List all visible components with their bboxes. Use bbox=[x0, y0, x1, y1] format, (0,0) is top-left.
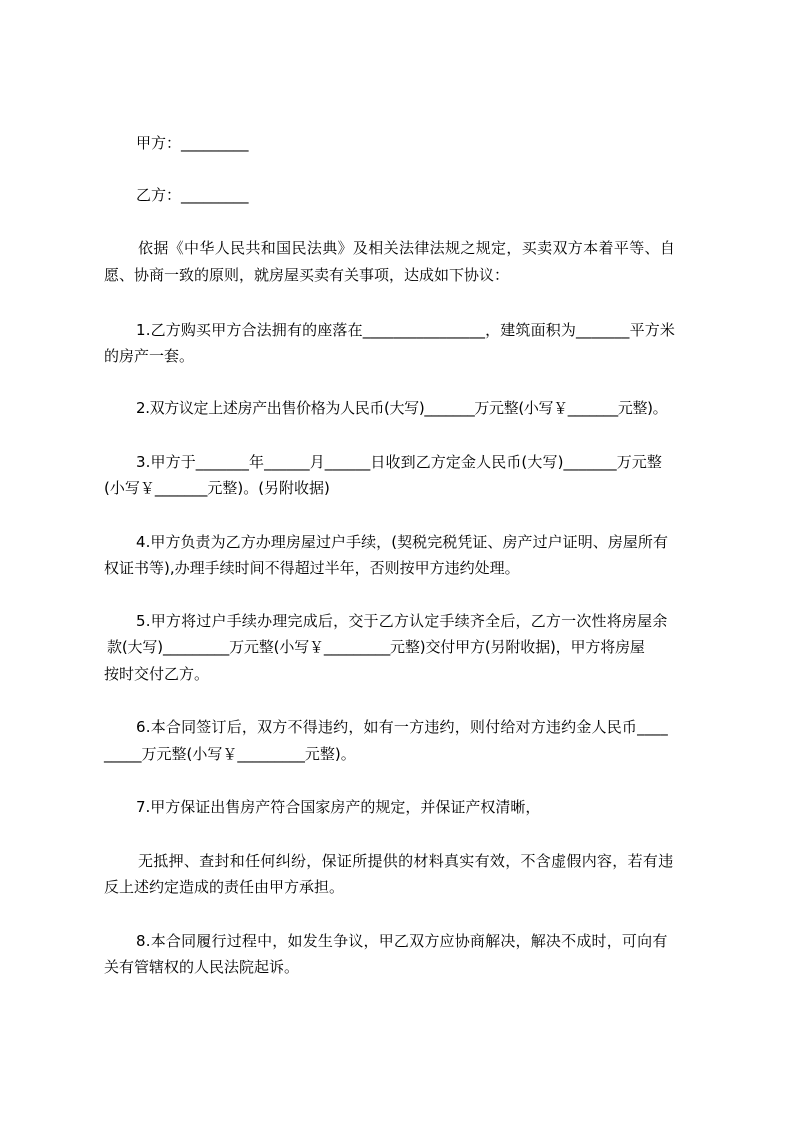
clause-6-line-2: _____万元整(小写￥_________元整)。 bbox=[104, 745, 356, 763]
preamble-line-2: 愿、协商一致的原则，就房屋买卖有关事项，达成如下协议： bbox=[104, 266, 510, 284]
clause-4-line-2: 权证书等),办理手续时间不得超过半年，否则按甲方违约处理。 bbox=[104, 559, 520, 577]
clause-7-line-1: 7.甲方保证出售房产符合国家房产的规定，并保证产权清晰， bbox=[136, 798, 541, 816]
clause-2-line-1: 2.双方议定上述房产出售价格为人民币(大写)_______万元整(小写￥_______元整)。 bbox=[136, 399, 668, 417]
clause-1-line-1: 1.乙方购买甲方合法拥有的座落在________________，建筑面积为_______平方米 bbox=[136, 321, 676, 339]
clause-8-line-1: 8.本合同履行过程中，如发生争议，甲乙双方应协商解决，解决不成时，可向有 bbox=[136, 932, 668, 950]
clause-7-cont-line-1: 无抵押、查封和任何纠纷，保证所提供的材料真实有效，不含虚假内容，若有违 bbox=[138, 852, 674, 870]
preamble-line-1: 依据《中华人民共和国民法典》及相关法律法规之规定，买卖双方本着平等、自 bbox=[138, 239, 676, 257]
clause-5-line-3: 按时交付乙方。 bbox=[104, 665, 210, 683]
clause-6-line-1: 6.本合同签订后，双方不得违约，如有一方违约，则付给对方违约金人民币____ bbox=[136, 718, 668, 736]
clause-1-line-2: 的房产一套。 bbox=[104, 347, 195, 365]
clause-4-line-1: 4.甲方负责为乙方办理房屋过户手续，(契税完税凭证、房产过户证明、房屋所有 bbox=[136, 533, 669, 551]
clause-5-line-1: 5.甲方将过户手续办理完成后，交于乙方认定手续齐全后，乙方一次性将房屋余 bbox=[136, 612, 668, 630]
party-a-line: 甲方：_________ bbox=[136, 134, 249, 152]
clause-3-line-2: (小写￥_______元整)。(另附收据) bbox=[104, 479, 330, 497]
party-b-line: 乙方：_________ bbox=[136, 186, 249, 204]
clause-3-line-1: 3.甲方于_______年______月______日收到乙方定金人民币(大写)_______万元整 bbox=[136, 453, 663, 471]
clause-7-cont-line-2: 反上述约定造成的责任由甲方承担。 bbox=[104, 878, 345, 896]
clause-8-line-2: 关有管辖权的人民法院起诉。 bbox=[104, 958, 300, 976]
clause-5-line-2: 款(大写)_________万元整(小写￥_________元整)交付甲方(另附收据)，甲方将房屋 bbox=[107, 638, 645, 656]
